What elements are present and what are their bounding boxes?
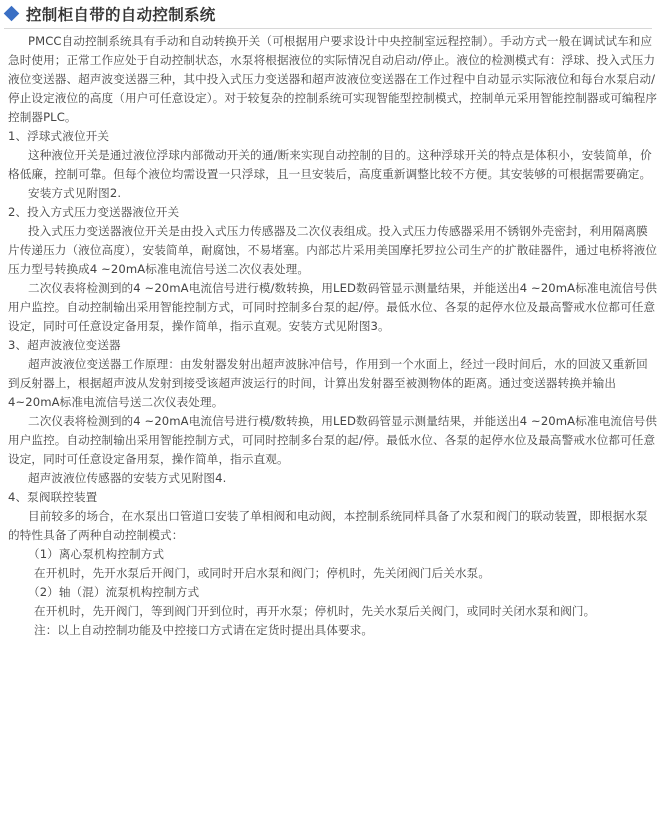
article-body — [8, 32, 658, 640]
section-3-install-note: 超声波液位传感器的安装方式见附图4. — [28, 471, 227, 485]
section-4-heading: 4、泵阀联控装置 — [8, 490, 98, 504]
section-2-paragraph-2: 二次仪表将检测到的4 ~20mA电流信号进行模/数转换，用LED数码管显示测量结果，并能送出4 ~20mA标准电流信号供用户监控。自动控制输出采用智能控制方式，可同时控制多台泵的起/停。最低水位、各泵的起停水位及最高警戒水位都可任意设定，同时可任意设定备用泵，操作简单，指示直观。安装方式见附图3。 — [8, 281, 658, 333]
section-title: 控制柜自带的自动控制系统 — [26, 6, 216, 24]
section-1-paragraph: 这种液位开关是通过液位浮球内部微动开关的通/断来实现自动控制的目的。这种浮球开关的特点是体积小，安装简单，价格低廉，控制可靠。但每个液位均需设置一只浮球，且一旦安装后，高度重新调整比较不方便。其安装够的可根据需要确定。 — [8, 148, 652, 181]
section-2-heading: 2、投入方式压力变送器液位开关 — [8, 205, 180, 219]
mode-1-text: 在开机时，先开水泵后开阀门，或同时开启水泵和阀门；停机时，先关闭阀门后关水泵。 — [34, 566, 491, 580]
section-1-install-note: 安装方式见附图2. — [28, 186, 122, 200]
section-3-paragraph-1: 超声波液位变送器工作原理：由发射器发射出超声波脉冲信号，作用到一个水面上，经过一段时间后，水的回波又重新回到反射器上，根据超声波从发射到接受该超声波运行的时间，计算出发射器至被测物体的距离。通过变送器转换并输出4~20mA标准电流信号送二次仪表处理。 — [8, 357, 648, 409]
section-2-paragraph-1: 投入式压力变送器液位开关是由投入式压力传感器及二次仪表组成。投入式压力传感器采用不锈钢外壳密封，利用隔离膜片传递压力（液位高度），安装简单，耐腐蚀，不易堵塞。内部芯片采用美国摩托罗拉公司生产的扩散硅器件，通过电桥将液位压力型号转换成4 ~20mA标准电流信号送二次仪表处理。 — [8, 224, 658, 276]
section-3-paragraph-2: 二次仪表将检测到的4 ~20mA电流信号进行模/数转换，用LED数码管显示测量结果，并能送出4 ~20mA标准电流信号供用户监控。自动控制输出采用智能控制方式，可同时控制多台泵的起/停。最低水位、各泵的起停水位及最高警戒水位都可任意设定，同时可任意设定备用泵，操作简单，指示直观。 — [8, 414, 658, 466]
intro-paragraph: PMCC自动控制系统具有手动和自动转换开关（可根据用户要求设计中央控制室远程控制）。手动方式一般在调试试车和应急时使用；正常工作应处于自动控制状态，水泵将根据液位的实际情况自动启动/停止。液位的检测模式有：浮球、投入式压力液位变送器、超声波变送器三种，其中投入式压力变送器和超声波液位变送器在工作过程中自动显示实际液位和每台水泵启动/停止设定液位的高度（用户可任意设定）。对于较复杂的控制系统可实现智能型控制模式，控制单元采用智能控制器或可编程序控制器PLC。 — [8, 34, 658, 124]
mode-1-heading: （1）离心泵机构控制方式 — [28, 547, 165, 561]
footnote: 注：以上自动控制功能及中控接口方式请在定货时提出具体要求。 — [34, 623, 374, 637]
section-1-heading: 1、浮球式液位开关 — [8, 129, 110, 143]
mode-2-text: 在开机时，先开阀门，等到阀门开到位时，再开水泵；停机时，先关水泵后关阀门，或同时关闭水泵和阀门。 — [34, 604, 596, 618]
mode-2-heading: （2）轴（混）流泵机构控制方式 — [28, 585, 200, 599]
section-3-heading: 3、超声波液位变送器 — [8, 338, 121, 352]
section-4-paragraph: 目前较多的场合，在水泵出口管道口安装了单相阀和电动阀，本控制系统同样具备了水泵和阀门的联动装置，即根据水泵的特性具备了两种自动控制模式： — [8, 509, 648, 542]
diamond-bullet-icon — [4, 6, 20, 22]
section-header — [4, 2, 652, 29]
